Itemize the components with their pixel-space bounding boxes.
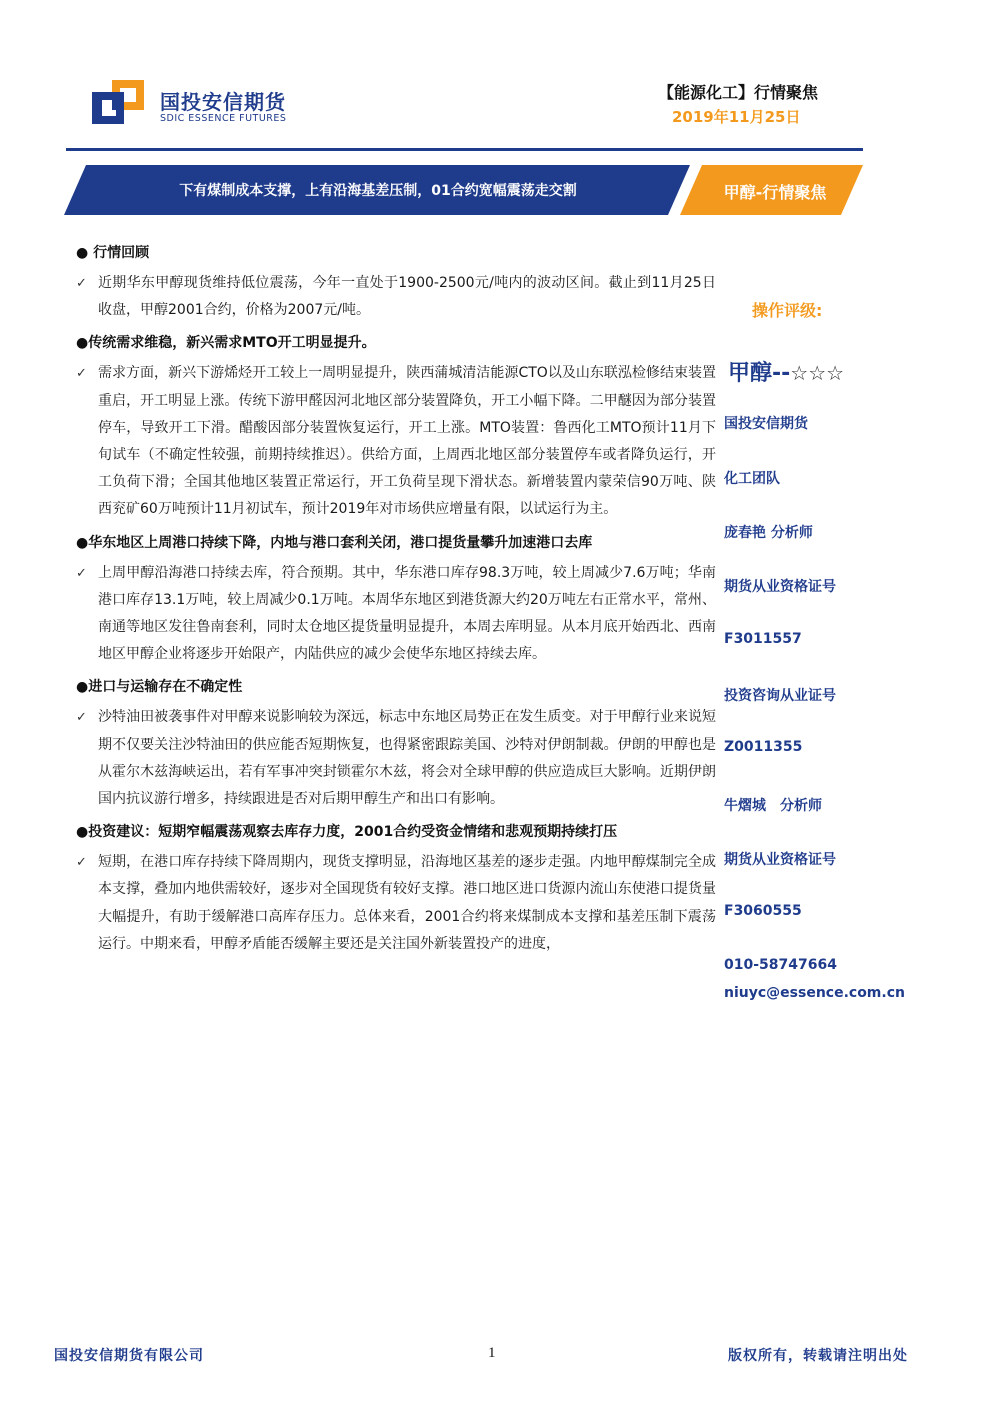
section-paragraph: ✓ 沙特油田被袭事件对甲醇来说影响较为深远，标志中东地区局势正在发生质变。对于甲醇行业来说短期不仅要关注沙特油田的供应能否短期恢复，也得紧密跟踪美国、沙特对伊朗制裁。伊朗的甲醇也是从霍尔木兹海峡运出，若有军事冲突封锁霍尔木兹，将会对全球甲醇的供应造成巨大影响。近期伊朗国内抗议游行增多，持续跟进是否对后期甲醇生产和出口有影响。 (76, 704, 716, 813)
check-icon: ✓ (76, 855, 87, 871)
sidebar-phone: 010-58747664 (724, 957, 837, 973)
sidebar-email[interactable]: niuyc@essence.com.cn (724, 985, 905, 1001)
page-number: 1 (488, 1345, 496, 1361)
footer-company: 国投安信期货有限公司 (54, 1348, 204, 1364)
logo-chinese-name: 国投安信期货 (160, 90, 286, 114)
sidebar-cert-2: F3060555 (724, 903, 802, 919)
rating-product: 甲醇-- (728, 361, 791, 386)
check-icon: ✓ (76, 565, 87, 581)
sidebar-team: 化工团队 (724, 471, 780, 487)
section-advice (76, 819, 716, 958)
sidebar-analyst-1: 庞春艳 分析师 (724, 525, 813, 541)
section-heading: ●投资建议：短期窄幅震荡观察去库存力度，2001合约受资金情绪和悲观预期持续打压 (76, 824, 618, 841)
sidebar-analyst-2: 牛熠城 分析师 (724, 798, 822, 814)
footer-copyright: 版权所有，转载请注明出处 (728, 1348, 908, 1364)
sidebar-cert-label-1: 期货从业资格证号 (724, 579, 836, 595)
sidebar-cert-label-2: 期货从业资格证号 (724, 852, 836, 868)
sidebar-company: 国投安信期货 (724, 416, 808, 432)
section-heading: ●华东地区上周港口持续下降，内地与港口套利关闭，港口提货量攀升加速港口去库 (76, 534, 593, 551)
check-icon: ✓ (76, 366, 87, 382)
report-type: 【能源化工】行情聚焦 (658, 83, 819, 102)
rating (728, 356, 844, 387)
header-rule (66, 148, 863, 151)
rating-stars-icon: ☆☆☆ (790, 361, 845, 385)
logo-english-name: SDIC ESSENCE FUTURES (160, 113, 287, 124)
check-icon: ✓ (76, 710, 87, 726)
section-paragraph: ✓ 上周甲醇沿海港口持续去库，符合预期。其中，华东港口库存98.3万吨，较上周减少7.6万吨；华南港口库存13.1万吨，较上周减少0.1万吨。本周华东地区到港货源大约20万吨左右正常水平，常州、南通等地区发往鲁南套利，同时太仓地区提货量明显提升，本周去库明显。从本月底开始西北、西南地区甲醇企业将逐步开始限产，内陆供应的减少会使华东地区持续去库。 (76, 560, 716, 669)
sidebar-invest-cert: Z0011355 (724, 739, 803, 755)
section-paragraph: ✓ 短期，在港口库存持续下降周期内，现货支撑明显，沿海地区基差的逐步走强。内地甲醇煤制完全成本支撑，叠加内地供需较好，逐步对全国现货有较好支撑。港口地区进口货源内流山东使港口提货量大幅提升，有助于缓解港口高库存压力。总体来看，2001合约将来煤制成本支撑和基差压制下震荡运行。中期来看，甲醇矛盾能否缓解主要还是关注国外新装置投产的进度， (76, 849, 716, 958)
section-inventory (76, 530, 716, 669)
banner-title: 下有煤制成本支撑，上有沿海基差压制，01合约宽幅震荡走交割 (179, 183, 577, 199)
rating-label: 操作评级: (752, 301, 823, 320)
banner-tag: 甲醇-行情聚焦 (723, 183, 827, 202)
section-heading: ●进口与运输存在不确定性 (76, 679, 243, 696)
main-content (76, 240, 716, 958)
section-paragraph: ✓ 近期华东甲醇现货维持低位震荡，今年一直处于1900-2500元/吨内的波动区间。截止到11月25日收盘，甲醇2001合约，价格为2007元/吨。 (76, 270, 716, 324)
section-paragraph: ✓ 需求方面，新兴下游烯烃开工较上一周明显提升，陕西蒲城清洁能源CTO以及山东联泓检修结束装置重启，开工明显上涨。传统下游甲醛因河北地区部分装置降负，开工小幅下降。二甲醚因为部分装置停车，导致开工下滑。醋酸因部分装置恢复运行，开工上涨。MTO装置：鲁西化工MTO预计11月下旬试车（不确定性较强，前期持续推迟）。供给方面，上周西北地区部分装置停车或者降负运行，开工负荷下滑；全国其他地区装置正常运行，开工负荷呈现下滑状态。新增装置内蒙荣信90万吨、陕西兖矿60万吨预计11月初试车，预计2019年对市场供应增量有限，以试运行为主。 (76, 360, 716, 523)
section-heading: ●传统需求维稳，新兴需求MTO开工明显提升。 (76, 335, 376, 352)
report-date: 2019年11月25日 (672, 108, 801, 126)
section-demand (76, 330, 716, 523)
sidebar-invest-label: 投资咨询从业证号 (724, 688, 836, 704)
section-import (76, 674, 716, 813)
section-heading: ● 行情回顾 (76, 245, 150, 261)
section-review (76, 240, 716, 324)
company-logo-icon (92, 80, 144, 124)
check-icon: ✓ (76, 276, 87, 291)
sidebar-cert-1: F3011557 (724, 631, 802, 647)
